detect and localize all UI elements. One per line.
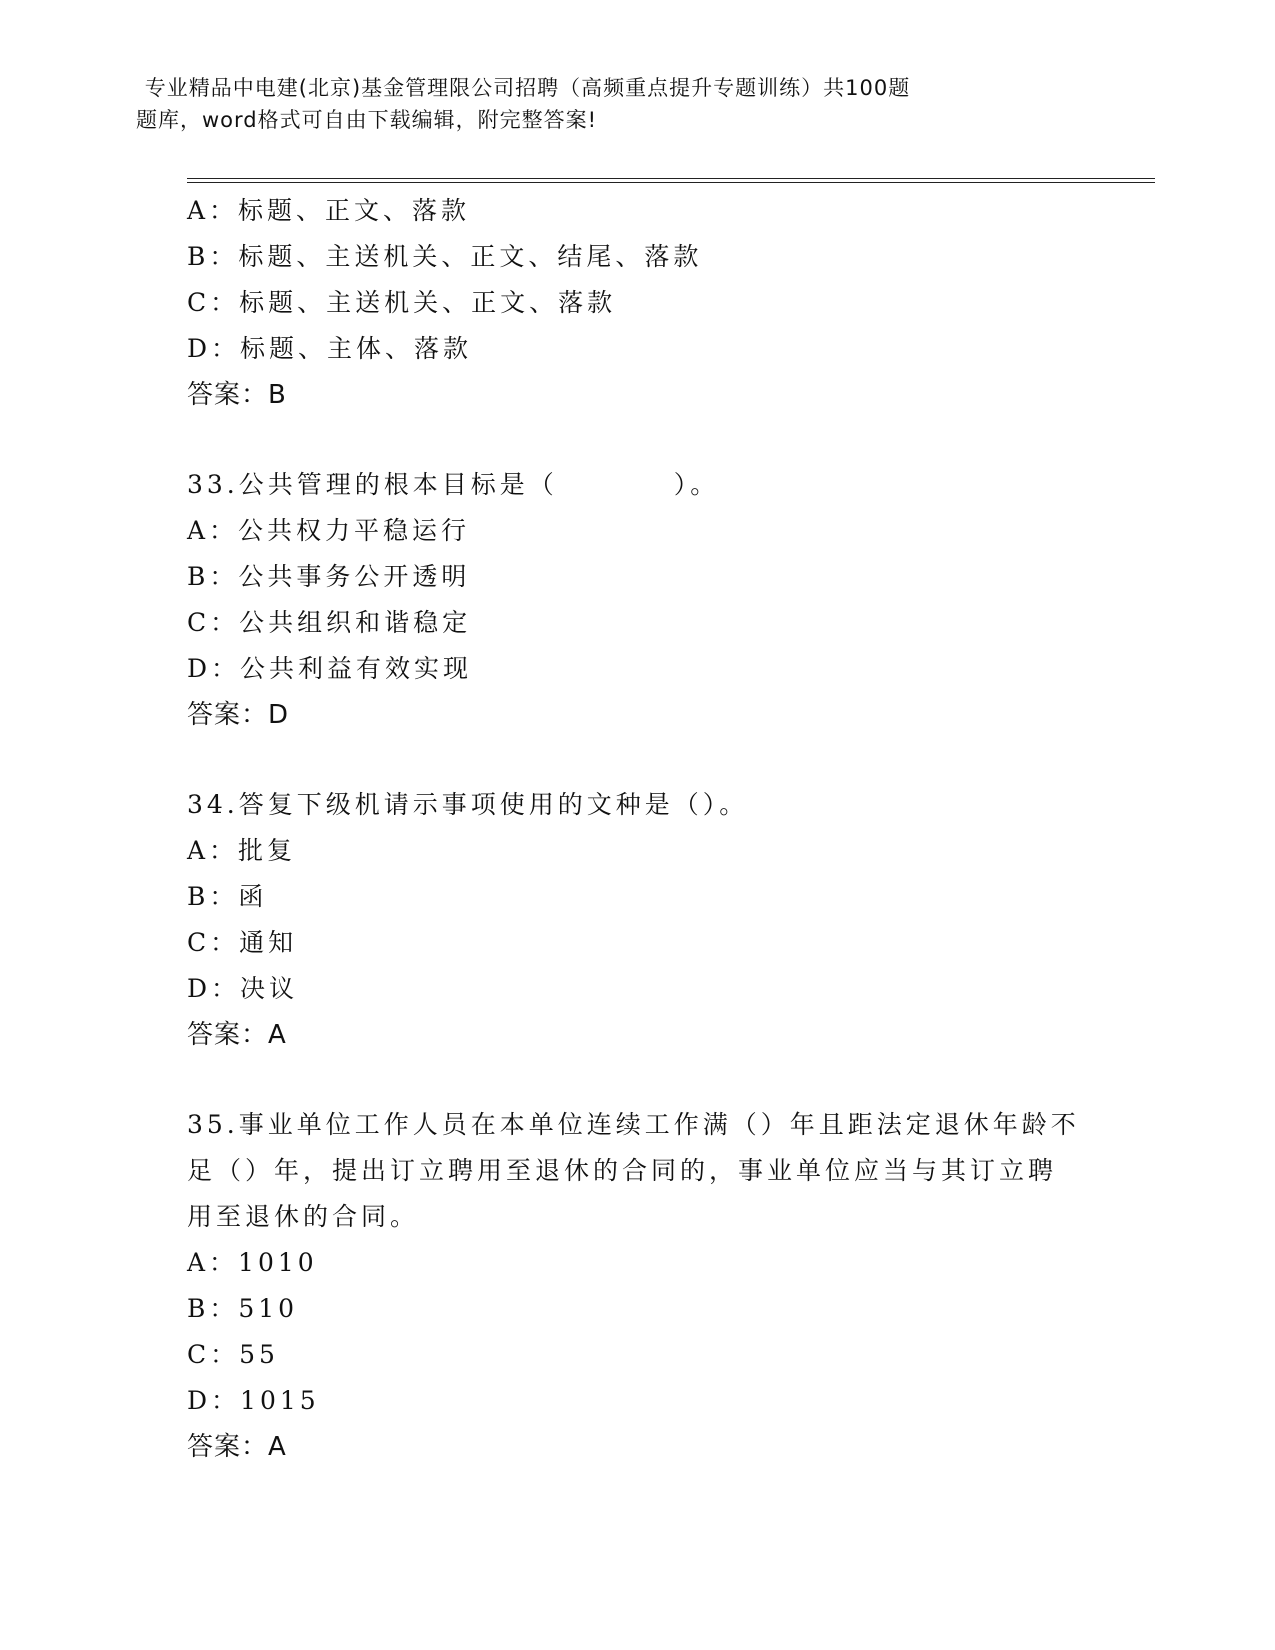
header-divider-top: [187, 178, 1155, 179]
option-c: C：55: [187, 1340, 279, 1369]
option-b: B：公共事务公开透明: [187, 562, 471, 591]
question-list: [187, 188, 1087, 1470]
header-title-line1: 专业精品中电建(北京)基金管理限公司招聘（高频重点提升专题训练）共100题: [144, 76, 911, 100]
header-title-line2: 题库，word格式可自由下载编辑，附完整答案!: [135, 108, 598, 132]
option-a: A：1010: [187, 1248, 318, 1277]
option-a: A：批复: [187, 836, 297, 865]
answer: 答案：A: [187, 1020, 287, 1050]
question-text-line: 用至退休的合同。: [187, 1202, 420, 1231]
answer: 答案：A: [187, 1432, 287, 1462]
option-b: B：510: [187, 1294, 299, 1323]
question-32: [187, 188, 1087, 418]
question-35: [187, 1102, 1087, 1470]
question-text-line: 35.事业单位工作人员在本单位连续工作满（）年且距法定退休年龄不: [187, 1110, 1080, 1139]
option-c: C：公共组织和谐稳定: [187, 608, 472, 637]
option-c: C：标题、主送机关、正文、落款: [187, 288, 617, 317]
option-c: C：通知: [187, 928, 298, 957]
option-d: D：决议: [187, 974, 299, 1003]
option-d: D：公共利益有效实现: [187, 654, 473, 683]
option-b: B：标题、主送机关、正文、结尾、落款: [187, 242, 703, 271]
question-text: 33.公共管理的根本目标是（ ）。: [187, 470, 720, 499]
question-34: [187, 782, 1087, 1058]
option-a: A：公共权力平稳运行: [187, 516, 471, 545]
question-text: 34.答复下级机请示事项使用的文种是（）。: [187, 790, 749, 819]
answer: 答案：B: [187, 380, 287, 410]
question-33: [187, 462, 1087, 738]
page-header: [0, 72, 1275, 136]
option-d: D：标题、主体、落款: [187, 334, 473, 363]
option-b: B：函: [187, 882, 268, 911]
option-a: A：标题、正文、落款: [187, 196, 471, 225]
answer: 答案：D: [187, 700, 290, 730]
header-divider-bottom: [187, 182, 1155, 183]
option-d: D：1015: [187, 1386, 320, 1415]
question-text-line: 足（）年，提出订立聘用至退休的合同的，事业单位应当与其订立聘: [187, 1156, 1058, 1185]
